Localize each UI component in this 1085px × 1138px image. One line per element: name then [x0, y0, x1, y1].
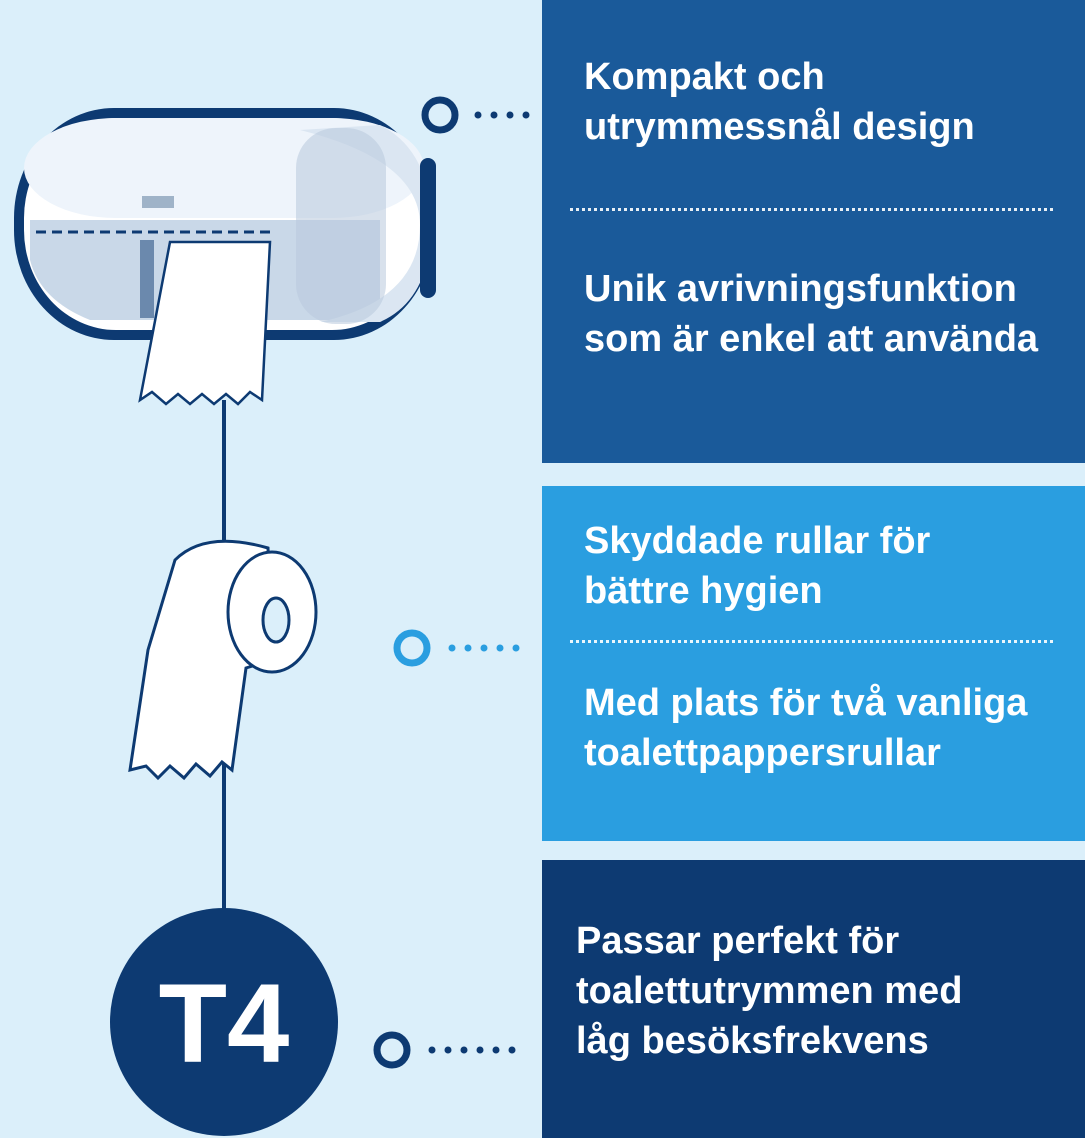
feature-compact-design: Kompakt och utrymmessnål design — [584, 56, 975, 148]
feature-divider — [570, 640, 1053, 643]
pointer-badge — [377, 1035, 516, 1065]
feature-two-rolls: Med plats för två vanliga toalettpappersrullar — [584, 682, 1028, 774]
feature-low-traffic: Passar perfekt för toalettutrymmen med låg besöksfrekvens — [576, 920, 963, 1062]
t4-badge-label: T4 — [158, 961, 290, 1086]
feature-panel-1 — [542, 0, 1085, 463]
feature-panel-2 — [542, 486, 1085, 841]
pointer-roll — [397, 633, 520, 663]
feature-divider — [570, 208, 1053, 211]
pointer-dispenser — [425, 100, 530, 130]
feature-tear-function: Unik avrivningsfunktion som är enkel att använda — [584, 268, 1039, 360]
feature-protected-rolls: Skyddade rullar för bättre hygien — [584, 520, 931, 612]
toilet-paper-roll-icon — [130, 541, 316, 778]
feature-panel-3 — [542, 860, 1085, 1138]
